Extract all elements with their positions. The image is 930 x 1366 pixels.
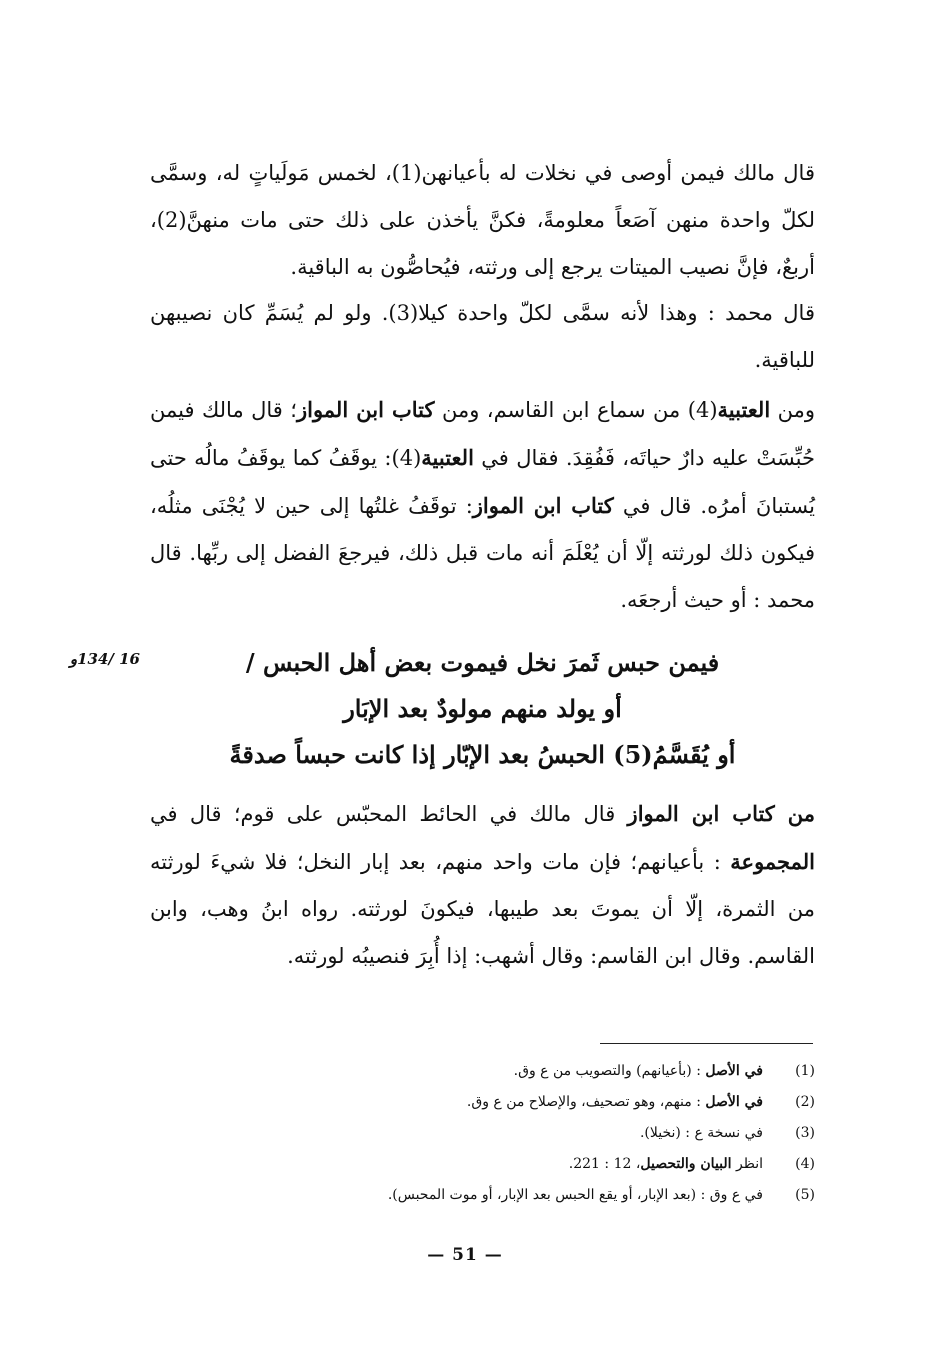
footnote-2-body: [150, 1087, 763, 1118]
footnote-5-body: [150, 1180, 763, 1211]
paragraph-3-part-2: (4) من سماع ابن القاسم، ومن: [434, 398, 718, 422]
footnote-1: [150, 1056, 815, 1087]
paragraph-3-part-1: ومن: [770, 398, 815, 422]
paragraph-4-part-1: قال مالك في الحائط المحبّس على قوم؛ قال في: [150, 802, 628, 826]
paragraph-3-part-5: : توقَفُ غلتُها إلى حين لا يُجْنَى مثلُه، فيكون ذلك لورثته إلّا أن يُعْلَمَ أنه مات قبل ذلك، فيرجعَ الفضل إلى ربِّها. قال محمد : أو حيث أرجعَه.: [150, 494, 815, 612]
footnote-3: [150, 1118, 815, 1149]
paragraph-3-part-3: ؛ قال مالك فيمن حُبِّسَتْ عليه دارٌ حياتَه، فَفُقِدَ. فقال في: [150, 398, 815, 470]
heading-line-3: أو يُقَسَّمُ(5) الحبسُ بعد الإبّار إذا كانت حبساً صدقةً: [229, 740, 736, 769]
footnote-4-number: (4): [795, 1156, 815, 1172]
footnote-4-body: [150, 1149, 763, 1180]
footnotes: [150, 1056, 815, 1211]
footnote-5-text: في ع وق : (بعد الإبار، أو يقع الحبس بعد الإبار، أو موت المحبس).: [387, 1187, 763, 1203]
footnote-2-label: في الأصل: [705, 1094, 763, 1110]
paragraph-4-bold-1: من كتاب ابن المواز: [627, 801, 815, 826]
paragraph-3: [150, 386, 815, 624]
footnote-4-text: ، 12 : 221.: [568, 1156, 641, 1172]
footnote-1-body: [150, 1056, 763, 1087]
paragraph-2: [150, 290, 815, 384]
footnote-5: [150, 1180, 815, 1211]
paragraph-2-text: قال محمد : وهذا لأنه سمَّى لكلّ واحدة كيلا(3). ولو لم يُسَمِّ كان نصيبهن للباقية.: [150, 301, 815, 372]
paragraph-3-bold-4: كتاب ابن المواز: [472, 493, 614, 518]
paragraph-4: [150, 790, 815, 980]
footnote-2-text: : منهم، وهو تصحيف، والإصلاح من ع وق.: [466, 1094, 706, 1110]
footnote-4: [150, 1149, 815, 1180]
paragraph-4-bold-2: المجموعة: [730, 849, 815, 874]
paragraph-3-bold-2: كتاب ابن المواز: [296, 397, 435, 422]
footnote-5-number: (5): [795, 1187, 815, 1203]
paragraph-4-text: [150, 790, 815, 980]
paragraph-3-part-4: (4): يوقَفُ كما يوقَفُ مالُه حتى يُستبانَ أمرُه. قال في: [150, 446, 815, 518]
paragraph-3-bold-1: العتبية: [717, 397, 771, 422]
footnote-4-label: البيان والتحصيل: [640, 1156, 732, 1172]
page-number: — 51 —: [427, 1245, 503, 1265]
footnote-1-number: (1): [795, 1063, 815, 1079]
footnote-separator: [600, 1043, 813, 1044]
heading-line-1: فيمن حبس ثَمرَ نخل فيموت بعض أهل الحبس /: [245, 648, 720, 677]
footnote-2-number: (2): [795, 1094, 815, 1110]
footnote-3-number: (3): [795, 1125, 815, 1141]
footnote-4-prefix: انظر: [731, 1156, 763, 1172]
footnote-1-label: في الأصل: [705, 1063, 763, 1079]
paragraph-1: [150, 150, 815, 291]
paragraph-3-text: [150, 386, 815, 624]
margin-folio-reference: 16 /134و: [69, 650, 140, 668]
paragraph-4-part-2: : بأعيانهم؛ فإن مات واحد منهم، بعد إبار النخل؛ فلا شيءَ لورثته من الثمرة، إلّا أن يموتَ بعد طيبها، فيكونَ لورثته. رواه ابنُ وهب، وابن القاسم. وقال ابن القاسم: وقال أشهب: إذا أُبِرَ فنصيبُه لورثته.: [150, 850, 815, 968]
section-heading: [150, 640, 815, 778]
footnote-1-text: : (بأعيانهم) والتصويب من ع وق.: [513, 1063, 706, 1079]
paragraph-1-text: قال مالك فيمن أوصى في نخلات له بأعيانهن(1)، لخمس مَولَياتٍ له، وسمَّى لكلّ واحدة منهن آصَعاً معلومةً، فكنَّ يأخذن على ذلك حتى مات منهنَّ(2)، أربعٌ، فإنَّ نصيب الميتات يرجع إلى ورثته، فيُحاصُّون به الباقية.: [150, 161, 815, 279]
heading-line-2: أو يولد منهم مولودٌ بعد الإبَار: [343, 694, 622, 723]
paragraph-3-bold-3: العتبية: [421, 445, 474, 470]
footnote-3-body: [150, 1118, 763, 1149]
footnote-2: [150, 1087, 815, 1118]
footnote-3-text: في نسخة ع : (نخيلا).: [639, 1125, 763, 1141]
